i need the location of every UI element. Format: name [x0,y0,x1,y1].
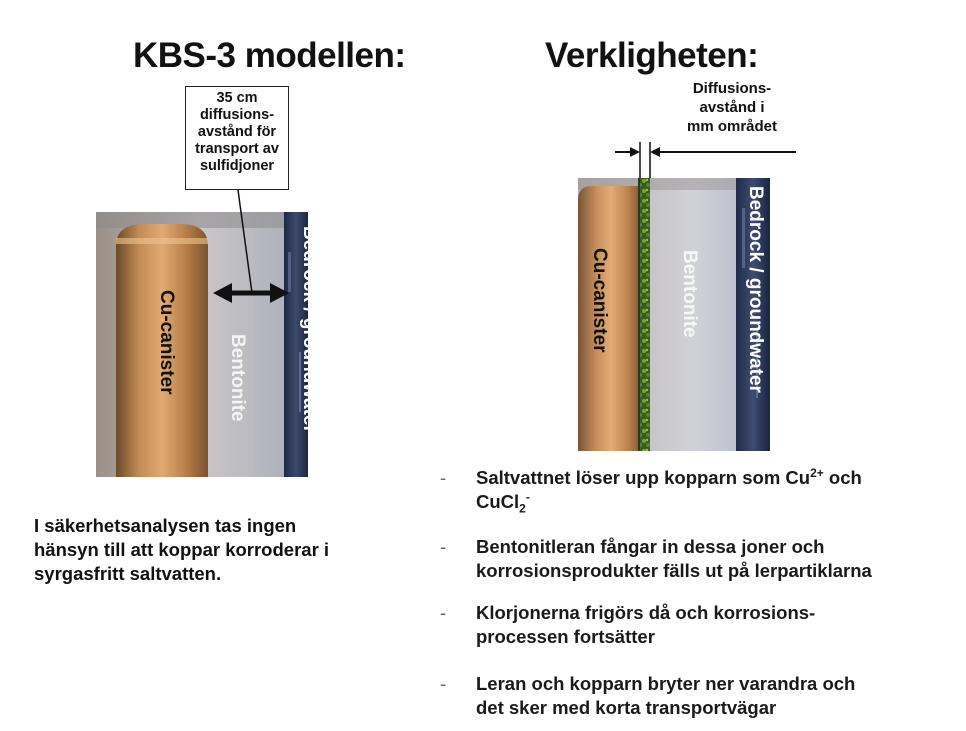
left-callout-line: 35 cm [216,90,258,106]
right-callout-line: mm området [686,118,778,135]
bullet-dash: - [440,536,447,557]
left-callout-line: diffusions- [199,107,275,123]
right-callout-line: avstånd i [699,99,765,116]
right-callout-line: Diffusions- [692,80,772,97]
bullet-dash: - [440,602,447,623]
bullet-1-sub: 2 [519,501,526,516]
bullet-dash: - [440,673,447,694]
bullet-4-line1: Leran och kopparn bryter ner varandra och [476,673,856,694]
right-title: Verkligheten: [545,36,759,75]
bullet-text [476,535,966,583]
left-canister-label: Cu-canister [156,290,177,395]
right-bullet-list [440,466,960,726]
left-bedrock-label: Bedrock / groundwater [299,226,320,433]
bullet-1-line2: CuCl [476,491,520,512]
bullet-3-line1: Klorjonerna frigörs då och korrosions- [476,602,816,623]
right-bentonite-label: Bentonite [679,250,700,338]
bullet-1-mid: och [823,467,862,488]
left-note-line: syrgasfritt saltvatten. [34,563,222,584]
right-canister-label: Cu-canister [589,248,610,353]
left-note-line: hänsyn till att koppar korroderar i [34,539,330,560]
right-bedrock-label: Bedrock / groundwater [745,186,766,393]
bullet-4-line2: det sker med korta transportvägar [476,697,777,718]
bullet-1-sup2: - [525,489,530,504]
bullet-1-sup: 2+ [810,465,824,480]
bullet-text [476,466,966,514]
left-callout-line: transport av [195,141,279,157]
bullet-text [476,601,966,649]
left-callout-line: sulfidjoner [199,158,275,174]
left-note-line: I säkerhetsanalysen tas ingen [34,515,297,536]
bullet-3-line2: processen fortsätter [476,626,655,647]
left-bentonite-label: Bentonite [227,334,248,422]
bullet-2-line1: Bentonitleran fångar in dessa joner och [476,536,825,557]
bullet-1-text: Saltvattnet löser upp kopparn som Cu [476,467,811,488]
bullet-text [476,672,966,720]
bullet-dash: - [440,467,447,488]
bullet-2-line2: korrosionsprodukter fälls ut på lerpartiklarna [476,560,872,581]
left-title: KBS-3 modellen: [133,36,406,75]
left-callout-line: avstånd för [197,124,277,140]
